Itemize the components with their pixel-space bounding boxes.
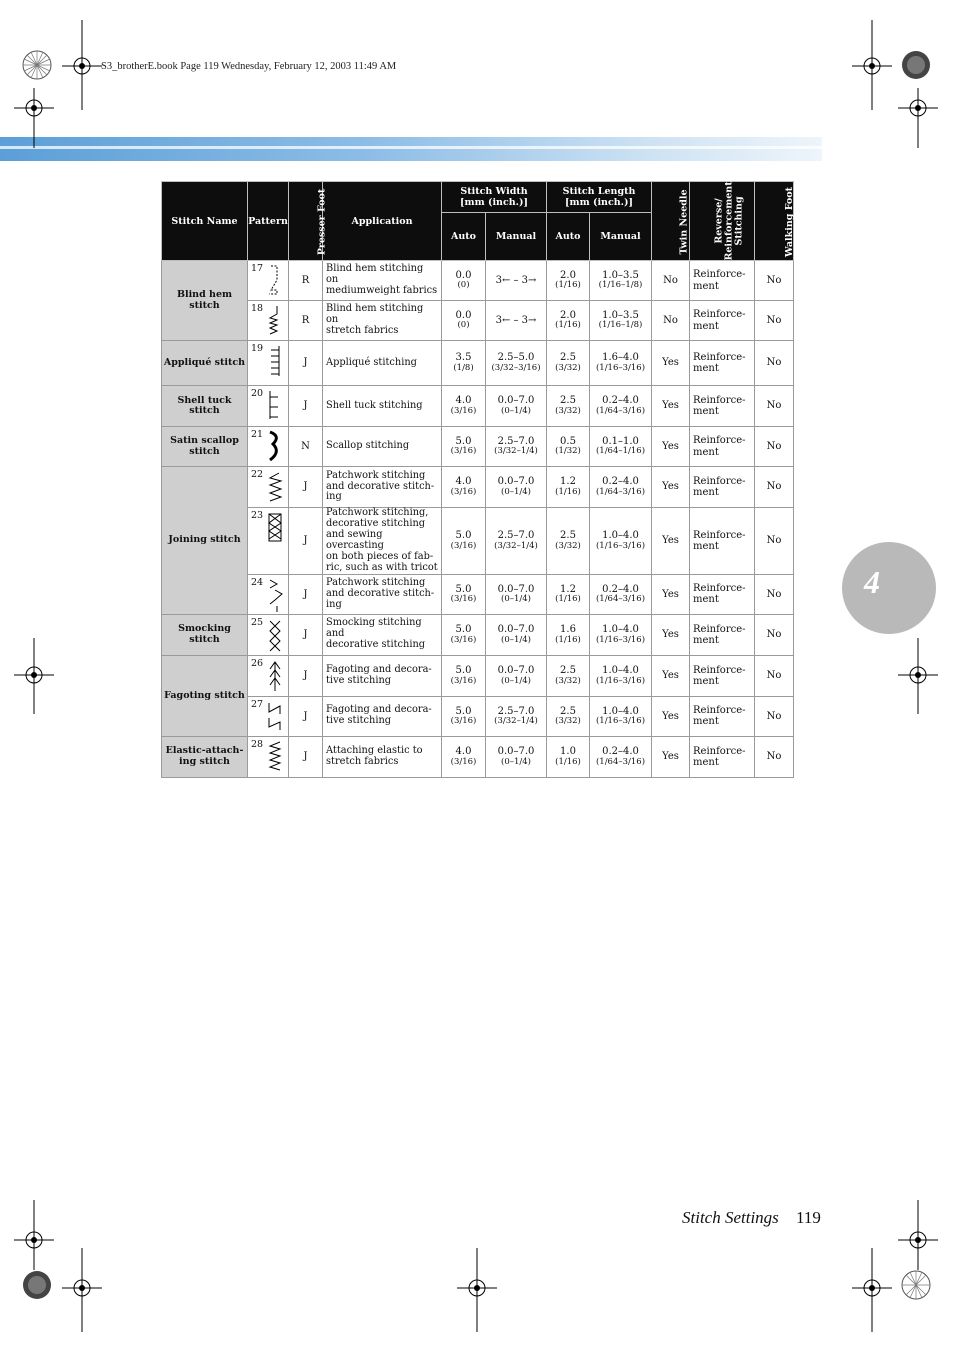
- width-manual-cell: 0.0–7.0 (0–1/4): [486, 614, 547, 655]
- stitch-pattern-icon: [267, 740, 284, 776]
- table-row: [162, 574, 794, 614]
- presser-foot-cell: J: [289, 574, 323, 614]
- pattern-number: 19: [251, 343, 264, 354]
- width-auto-cell: 0.0 (0): [442, 261, 486, 301]
- width-auto-cell: 5.0 (3/16): [442, 427, 486, 467]
- application-cell: Scallop stitching: [323, 427, 442, 467]
- stitch-name-cell: Satin scallop stitch: [162, 427, 248, 467]
- crosshair-icon: [898, 88, 938, 148]
- stitch-pattern-icon: [267, 304, 284, 340]
- length-manual-cell: 0.1–1.0 (1/64–1/16): [590, 427, 652, 467]
- application-cell: Fagoting and decora- tive stitching: [323, 655, 442, 696]
- twin-needle-cell: Yes: [652, 574, 690, 614]
- pattern-number: 21: [251, 429, 264, 440]
- pattern-number: 24: [251, 576, 264, 588]
- width-auto-cell: 4.0 (3/16): [442, 386, 486, 427]
- stitch-name-cell: Blind hem stitch: [162, 261, 248, 341]
- pattern-number: 27: [251, 698, 264, 710]
- width-manual-cell: 0.0–7.0 (0–1/4): [486, 736, 547, 777]
- width-auto-cell: 5.0 (3/16): [442, 696, 486, 736]
- table-row: [162, 386, 794, 427]
- table-row: [162, 696, 794, 736]
- twin-needle-cell: Yes: [652, 467, 690, 508]
- width-auto-cell: 5.0 (3/16): [442, 508, 486, 575]
- stitch-name-cell: Elastic-attach- ing stitch: [162, 736, 248, 777]
- twin-needle-cell: No: [652, 261, 690, 301]
- presser-foot-cell: J: [289, 614, 323, 655]
- presser-foot-cell: J: [289, 508, 323, 575]
- pattern-cell: [248, 655, 289, 696]
- crosshair-icon: [898, 1200, 938, 1270]
- width-manual-cell: 3← – 3→: [486, 261, 547, 301]
- presser-foot-cell: J: [289, 386, 323, 427]
- header-reverse-reinforcement: Reverse/ Reinforcement Stitching: [690, 182, 755, 261]
- stitch-name-cell: Appliqué stitch: [162, 341, 248, 386]
- stitch-pattern-icon: [267, 430, 284, 466]
- pattern-number: 23: [251, 510, 264, 521]
- length-manual-cell: 0.2–4.0 (1/64–3/16): [590, 736, 652, 777]
- length-auto-cell: 2.5 (3/32): [547, 341, 590, 386]
- stitch-name-cell: Shell tuck stitch: [162, 386, 248, 427]
- length-manual-cell: 1.6–4.0 (1/16–3/16): [590, 341, 652, 386]
- width-auto-cell: 4.0 (3/16): [442, 467, 486, 508]
- presser-foot-cell: R: [289, 261, 323, 301]
- walking-foot-cell: No: [755, 736, 794, 777]
- reverse-reinforcement-cell: Reinforce- ment: [690, 341, 755, 386]
- length-auto-cell: 2.0 (1/16): [547, 301, 590, 341]
- walking-foot-cell: No: [755, 261, 794, 301]
- width-auto-cell: 5.0 (3/16): [442, 574, 486, 614]
- pattern-number: 20: [251, 388, 264, 399]
- walking-foot-cell: No: [755, 341, 794, 386]
- presser-foot-cell: R: [289, 301, 323, 341]
- length-manual-cell: 1.0–4.0 (1/16–3/16): [590, 655, 652, 696]
- header-width-manual: Manual: [486, 213, 547, 261]
- pattern-cell: [248, 261, 289, 301]
- walking-foot-cell: No: [755, 386, 794, 427]
- twin-needle-cell: Yes: [652, 655, 690, 696]
- crosshair-icon: [62, 1248, 102, 1332]
- reverse-reinforcement-cell: Reinforce- ment: [690, 386, 755, 427]
- presser-foot-cell: J: [289, 341, 323, 386]
- stitch-settings-table: [161, 181, 794, 778]
- pattern-number: 17: [251, 263, 264, 274]
- footer-section-title: Stitch Settings: [682, 1208, 779, 1227]
- length-auto-cell: 2.5 (3/32): [547, 655, 590, 696]
- header-pattern: Pattern: [248, 182, 289, 261]
- table-row: [162, 736, 794, 777]
- width-manual-cell: 0.0–7.0 (0–1/4): [486, 467, 547, 508]
- header-twin-needle: Twin Needle: [652, 182, 690, 261]
- stitch-name-cell: Fagoting stitch: [162, 655, 248, 736]
- length-manual-cell: 0.2–4.0 (1/64–3/16): [590, 386, 652, 427]
- length-auto-cell: 2.5 (3/32): [547, 696, 590, 736]
- crosshair-icon: [14, 638, 54, 714]
- pattern-cell: [248, 614, 289, 655]
- length-auto-cell: 2.0 (1/16): [547, 261, 590, 301]
- crosshair-icon: [852, 20, 892, 110]
- registration-mark-icon: [899, 1268, 933, 1302]
- width-manual-cell: 0.0–7.0 (0–1/4): [486, 386, 547, 427]
- length-auto-cell: 1.6 (1/16): [547, 614, 590, 655]
- application-cell: Fagoting and decora- tive stitching: [323, 696, 442, 736]
- pattern-cell: [248, 341, 289, 386]
- stitch-pattern-icon: [267, 700, 284, 736]
- crosshair-icon: [62, 20, 102, 110]
- decorative-header-band: [0, 137, 822, 161]
- stitch-name-cell: Joining stitch: [162, 467, 248, 615]
- pattern-number: 25: [251, 616, 264, 628]
- application-cell: Patchwork stitching and decorative stitch- ing: [323, 467, 442, 508]
- stitch-pattern-icon: [267, 264, 284, 300]
- crosshair-icon: [898, 638, 938, 714]
- application-cell: Patchwork stitching and decorative stitch- ing: [323, 574, 442, 614]
- length-manual-cell: 1.0–4.0 (1/16–3/16): [590, 508, 652, 575]
- pattern-number: 22: [251, 469, 264, 480]
- walking-foot-cell: No: [755, 467, 794, 508]
- width-manual-cell: 3← – 3→: [486, 301, 547, 341]
- walking-foot-cell: No: [755, 655, 794, 696]
- application-cell: Appliqué stitching: [323, 341, 442, 386]
- page-number: 119: [796, 1208, 821, 1227]
- length-manual-cell: 1.0–3.5 (1/16–1/8): [590, 261, 652, 301]
- width-auto-cell: 4.0 (3/16): [442, 736, 486, 777]
- chapter-number: 4: [864, 564, 880, 600]
- application-cell: Smocking stitching and decorative stitching: [323, 614, 442, 655]
- stitch-pattern-icon: [267, 618, 284, 654]
- presser-foot-cell: J: [289, 655, 323, 696]
- stitch-pattern-icon: [267, 578, 284, 614]
- width-manual-cell: 0.0–7.0 (0–1/4): [486, 655, 547, 696]
- presser-foot-cell: J: [289, 467, 323, 508]
- table-row: [162, 467, 794, 508]
- width-auto-cell: 5.0 (3/16): [442, 614, 486, 655]
- width-auto-cell: 5.0 (3/16): [442, 655, 486, 696]
- reverse-reinforcement-cell: Reinforce- ment: [690, 301, 755, 341]
- header-length-auto: Auto: [547, 213, 590, 261]
- length-auto-cell: 2.5 (3/32): [547, 508, 590, 575]
- pattern-cell: [248, 427, 289, 467]
- stitch-name-cell: Smocking stitch: [162, 614, 248, 655]
- reverse-reinforcement-cell: Reinforce- ment: [690, 508, 755, 575]
- table-row: [162, 655, 794, 696]
- walking-foot-cell: No: [755, 301, 794, 341]
- table-row: [162, 301, 794, 341]
- presser-foot-cell: J: [289, 736, 323, 777]
- pattern-cell: [248, 736, 289, 777]
- header-walking-foot: Walking Foot: [755, 182, 794, 261]
- reverse-reinforcement-cell: Reinforce- ment: [690, 427, 755, 467]
- width-manual-cell: 2.5–5.0 (3/32–3/16): [486, 341, 547, 386]
- twin-needle-cell: Yes: [652, 427, 690, 467]
- registration-mark-icon: [20, 48, 54, 82]
- header-stitch-length: Stitch Length [mm (inch.)]: [547, 182, 652, 213]
- header-width-auto: Auto: [442, 213, 486, 261]
- twin-needle-cell: Yes: [652, 696, 690, 736]
- walking-foot-cell: No: [755, 574, 794, 614]
- width-manual-cell: 2.5–7.0 (3/32–1/4): [486, 427, 547, 467]
- file-header-note: S3_brotherE.book Page 119 Wednesday, February 12, 2003 11:49 AM: [101, 61, 397, 72]
- walking-foot-cell: No: [755, 614, 794, 655]
- header-length-manual: Manual: [590, 213, 652, 261]
- length-manual-cell: 0.2–4.0 (1/64–3/16): [590, 467, 652, 508]
- reverse-reinforcement-cell: Reinforce- ment: [690, 261, 755, 301]
- presser-foot-cell: J: [289, 696, 323, 736]
- pattern-cell: [248, 574, 289, 614]
- reverse-reinforcement-cell: Reinforce- ment: [690, 655, 755, 696]
- pattern-cell: [248, 696, 289, 736]
- twin-needle-cell: Yes: [652, 614, 690, 655]
- header-stitch-width: Stitch Width [mm (inch.)]: [442, 182, 547, 213]
- length-manual-cell: 1.0–3.5 (1/16–1/8): [590, 301, 652, 341]
- registration-mark-icon: [20, 1268, 54, 1302]
- application-cell: Patchwork stitching, decorative stitching and sewing overcasting on both pieces of fab- ric, such as with tricot: [323, 508, 442, 575]
- reverse-reinforcement-cell: Reinforce- ment: [690, 696, 755, 736]
- length-auto-cell: 1.2 (1/16): [547, 574, 590, 614]
- pattern-cell: [248, 467, 289, 508]
- table-row: [162, 341, 794, 386]
- reverse-reinforcement-cell: Reinforce- ment: [690, 614, 755, 655]
- application-cell: Attaching elastic to stretch fabrics: [323, 736, 442, 777]
- table-row: [162, 427, 794, 467]
- table-row: [162, 508, 794, 575]
- reverse-reinforcement-cell: Reinforce- ment: [690, 467, 755, 508]
- width-auto-cell: 3.5 (1/8): [442, 341, 486, 386]
- crosshair-icon: [14, 88, 54, 148]
- width-manual-cell: 2.5–7.0 (3/32–1/4): [486, 696, 547, 736]
- pattern-number: 28: [251, 738, 264, 750]
- length-auto-cell: 1.0 (1/16): [547, 736, 590, 777]
- presser-foot-cell: N: [289, 427, 323, 467]
- application-cell: Blind hem stitching on stretch fabrics: [323, 301, 442, 341]
- crosshair-icon: [852, 1248, 892, 1332]
- twin-needle-cell: Yes: [652, 341, 690, 386]
- chapter-tab: [842, 542, 936, 634]
- width-auto-cell: 0.0 (0): [442, 301, 486, 341]
- header-stitch-name: Stitch Name: [162, 182, 248, 261]
- twin-needle-cell: Yes: [652, 386, 690, 427]
- width-manual-cell: 0.0–7.0 (0–1/4): [486, 574, 547, 614]
- length-manual-cell: 0.2–4.0 (1/64–3/16): [590, 574, 652, 614]
- length-auto-cell: 2.5 (3/32): [547, 386, 590, 427]
- walking-foot-cell: No: [755, 508, 794, 575]
- stitch-pattern-icon: [267, 659, 284, 695]
- pattern-number: 18: [251, 303, 264, 314]
- length-auto-cell: 0.5 (1/32): [547, 427, 590, 467]
- pattern-cell: [248, 386, 289, 427]
- table-row: [162, 261, 794, 301]
- pattern-cell: [248, 508, 289, 575]
- stitch-pattern-icon: [267, 344, 284, 380]
- crosshair-icon: [457, 1248, 497, 1332]
- table-row: [162, 614, 794, 655]
- stitch-pattern-icon: [267, 470, 284, 506]
- twin-needle-cell: Yes: [652, 508, 690, 575]
- length-manual-cell: 1.0–4.0 (1/16–3/16): [590, 614, 652, 655]
- twin-needle-cell: No: [652, 301, 690, 341]
- stitch-pattern-icon: [267, 511, 284, 547]
- pattern-number: 26: [251, 657, 264, 669]
- registration-mark-icon: [899, 48, 933, 82]
- header-application: Application: [323, 182, 442, 261]
- application-cell: Shell tuck stitching: [323, 386, 442, 427]
- crosshair-icon: [14, 1200, 54, 1270]
- pattern-cell: [248, 301, 289, 341]
- application-cell: Blind hem stitching on mediumweight fabrics: [323, 261, 442, 301]
- length-manual-cell: 1.0–4.0 (1/16–3/16): [590, 696, 652, 736]
- twin-needle-cell: Yes: [652, 736, 690, 777]
- walking-foot-cell: No: [755, 427, 794, 467]
- reverse-reinforcement-cell: Reinforce- ment: [690, 736, 755, 777]
- length-auto-cell: 1.2 (1/16): [547, 467, 590, 508]
- walking-foot-cell: No: [755, 696, 794, 736]
- header-presser-foot: Presser Foot: [289, 182, 323, 261]
- reverse-reinforcement-cell: Reinforce- ment: [690, 574, 755, 614]
- width-manual-cell: 2.5–7.0 (3/32–1/4): [486, 508, 547, 575]
- stitch-pattern-icon: [267, 389, 284, 425]
